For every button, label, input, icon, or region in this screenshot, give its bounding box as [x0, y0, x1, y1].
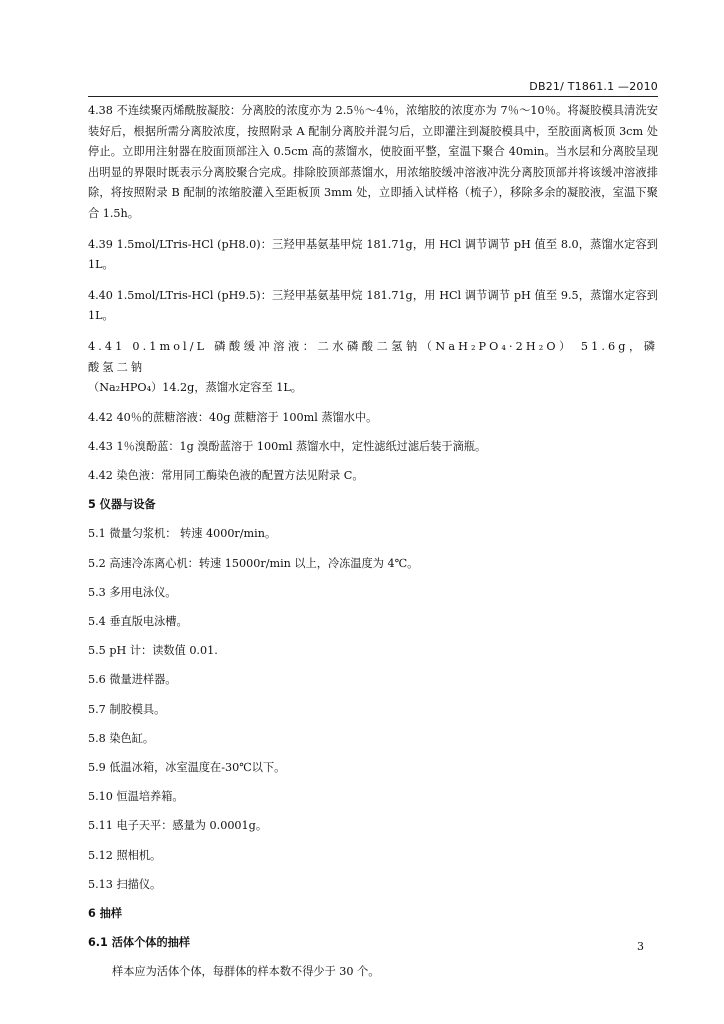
clause-5-6: 5.6 微量进样器。	[88, 673, 177, 687]
section-5-heading: 5 仪器与设备	[88, 498, 156, 512]
clause-5-5: 5.5 pH 计：读数值 0.01.	[88, 644, 218, 658]
clause-5-9: 5.9 低温冰箱，冰室温度在-30℃以下。	[88, 760, 286, 774]
section-6-1-heading: 6.1 活体个体的抽样	[88, 936, 191, 950]
clause-5-11: 5.11 电子天平：感量为 0.0001g。	[88, 819, 268, 833]
section-6-heading: 6 抽样	[88, 906, 123, 920]
clause-5-10: 5.10 恒温培养箱。	[88, 790, 184, 804]
clause-4-40: 4.40 1.5mol/LTris-HCl (pH9.5)：三羟甲基氨基甲烷 181.71g，用 HCl 调节调节 pH 值至 9.5，蒸馏水定容到 1L。	[88, 288, 658, 323]
clause-4-42-sucrose: 4.42 40％的蔗糖溶液：40g 蔗糖溶于 100ml 蒸馏水中。	[88, 410, 378, 424]
header-rule	[88, 96, 658, 97]
clause-4-39: 4.39 1.5mol/LTris-HCl (pH8.0)：三羟甲基氨基甲烷 181.71g，用 HCl 调节调节 pH 值至 8.0，蒸馏水定容到 1L。	[88, 237, 658, 272]
clause-5-13: 5.13 扫描仪。	[88, 877, 162, 891]
section-6-1-paragraph: 样本应为活体个体，每群体的样本数不得少于 30 个。	[112, 965, 380, 979]
page-number: 3	[637, 940, 644, 953]
clause-4-42-stain: 4.42 染色液：常用同工酶染色液的配置方法见附录 C。	[88, 469, 364, 483]
clause-5-1: 5.1 微量匀浆机： 转速 4000r/min。	[88, 527, 277, 541]
document-code-header: DB21/ T1861.1 —2010	[529, 80, 658, 93]
clause-5-12: 5.12 照相机。	[88, 848, 162, 862]
clause-5-7: 5.7 制胶模具。	[88, 702, 166, 716]
clause-4-41	[88, 337, 658, 399]
clause-5-4: 5.4 垂直版电泳槽。	[88, 615, 188, 629]
clause-5-2: 5.2 高速冷冻离心机：转速 15000r/min 以上，冷冻温度为 4℃。	[88, 556, 419, 570]
clause-4-41-line2: （Na₂HPO₄）14.2g，蒸馏水定容至 1L。	[88, 381, 302, 395]
clause-5-3: 5.3 多用电泳仪。	[88, 585, 177, 599]
document-body	[88, 101, 658, 991]
clause-5-8: 5.8 染色缸。	[88, 731, 155, 745]
clause-4-41-line1: 4.41 0.1mol/L 磷酸缓冲溶液：二水磷酸二氢钠（NaH₂PO₄·2H₂O） 51.6g，磷酸氢二钠	[88, 339, 658, 374]
clause-4-43: 4.43 1％溴酚蓝：1g 溴酚蓝溶于 100ml 蒸馏水中，定性滤纸过滤后装于滴瓶。	[88, 439, 487, 453]
clause-4-38: 4.38 不连续聚丙烯酰胺凝胶：分离胶的浓度亦为 2.5％～4％，浓缩胶的浓度亦为 7％～10％。将凝胶模具清洗安装好后，根据所需分离胶浓度，按照附录 A 配制分离胶并混匀后，立即灌注到凝胶模具中，至胶面离板顶 3cm 处停止。立即用注射器在胶面顶部注入 0.5cm 高的蒸馏水，使胶面平整，室温下聚合 40min。当水层和分离胶呈现出明显的界限时既表示分离胶聚合完成。排除胶顶部蒸馏水，用浓缩胶缓冲溶液冲洗分离胶顶部并将该缓冲溶液排除，将按照附录 B 配制的浓缩胶灌入至距板顶 3mm 处，立即插入试样格（梳子），移除多余的凝胶液，室温下聚合 1.5h。	[88, 104, 658, 220]
